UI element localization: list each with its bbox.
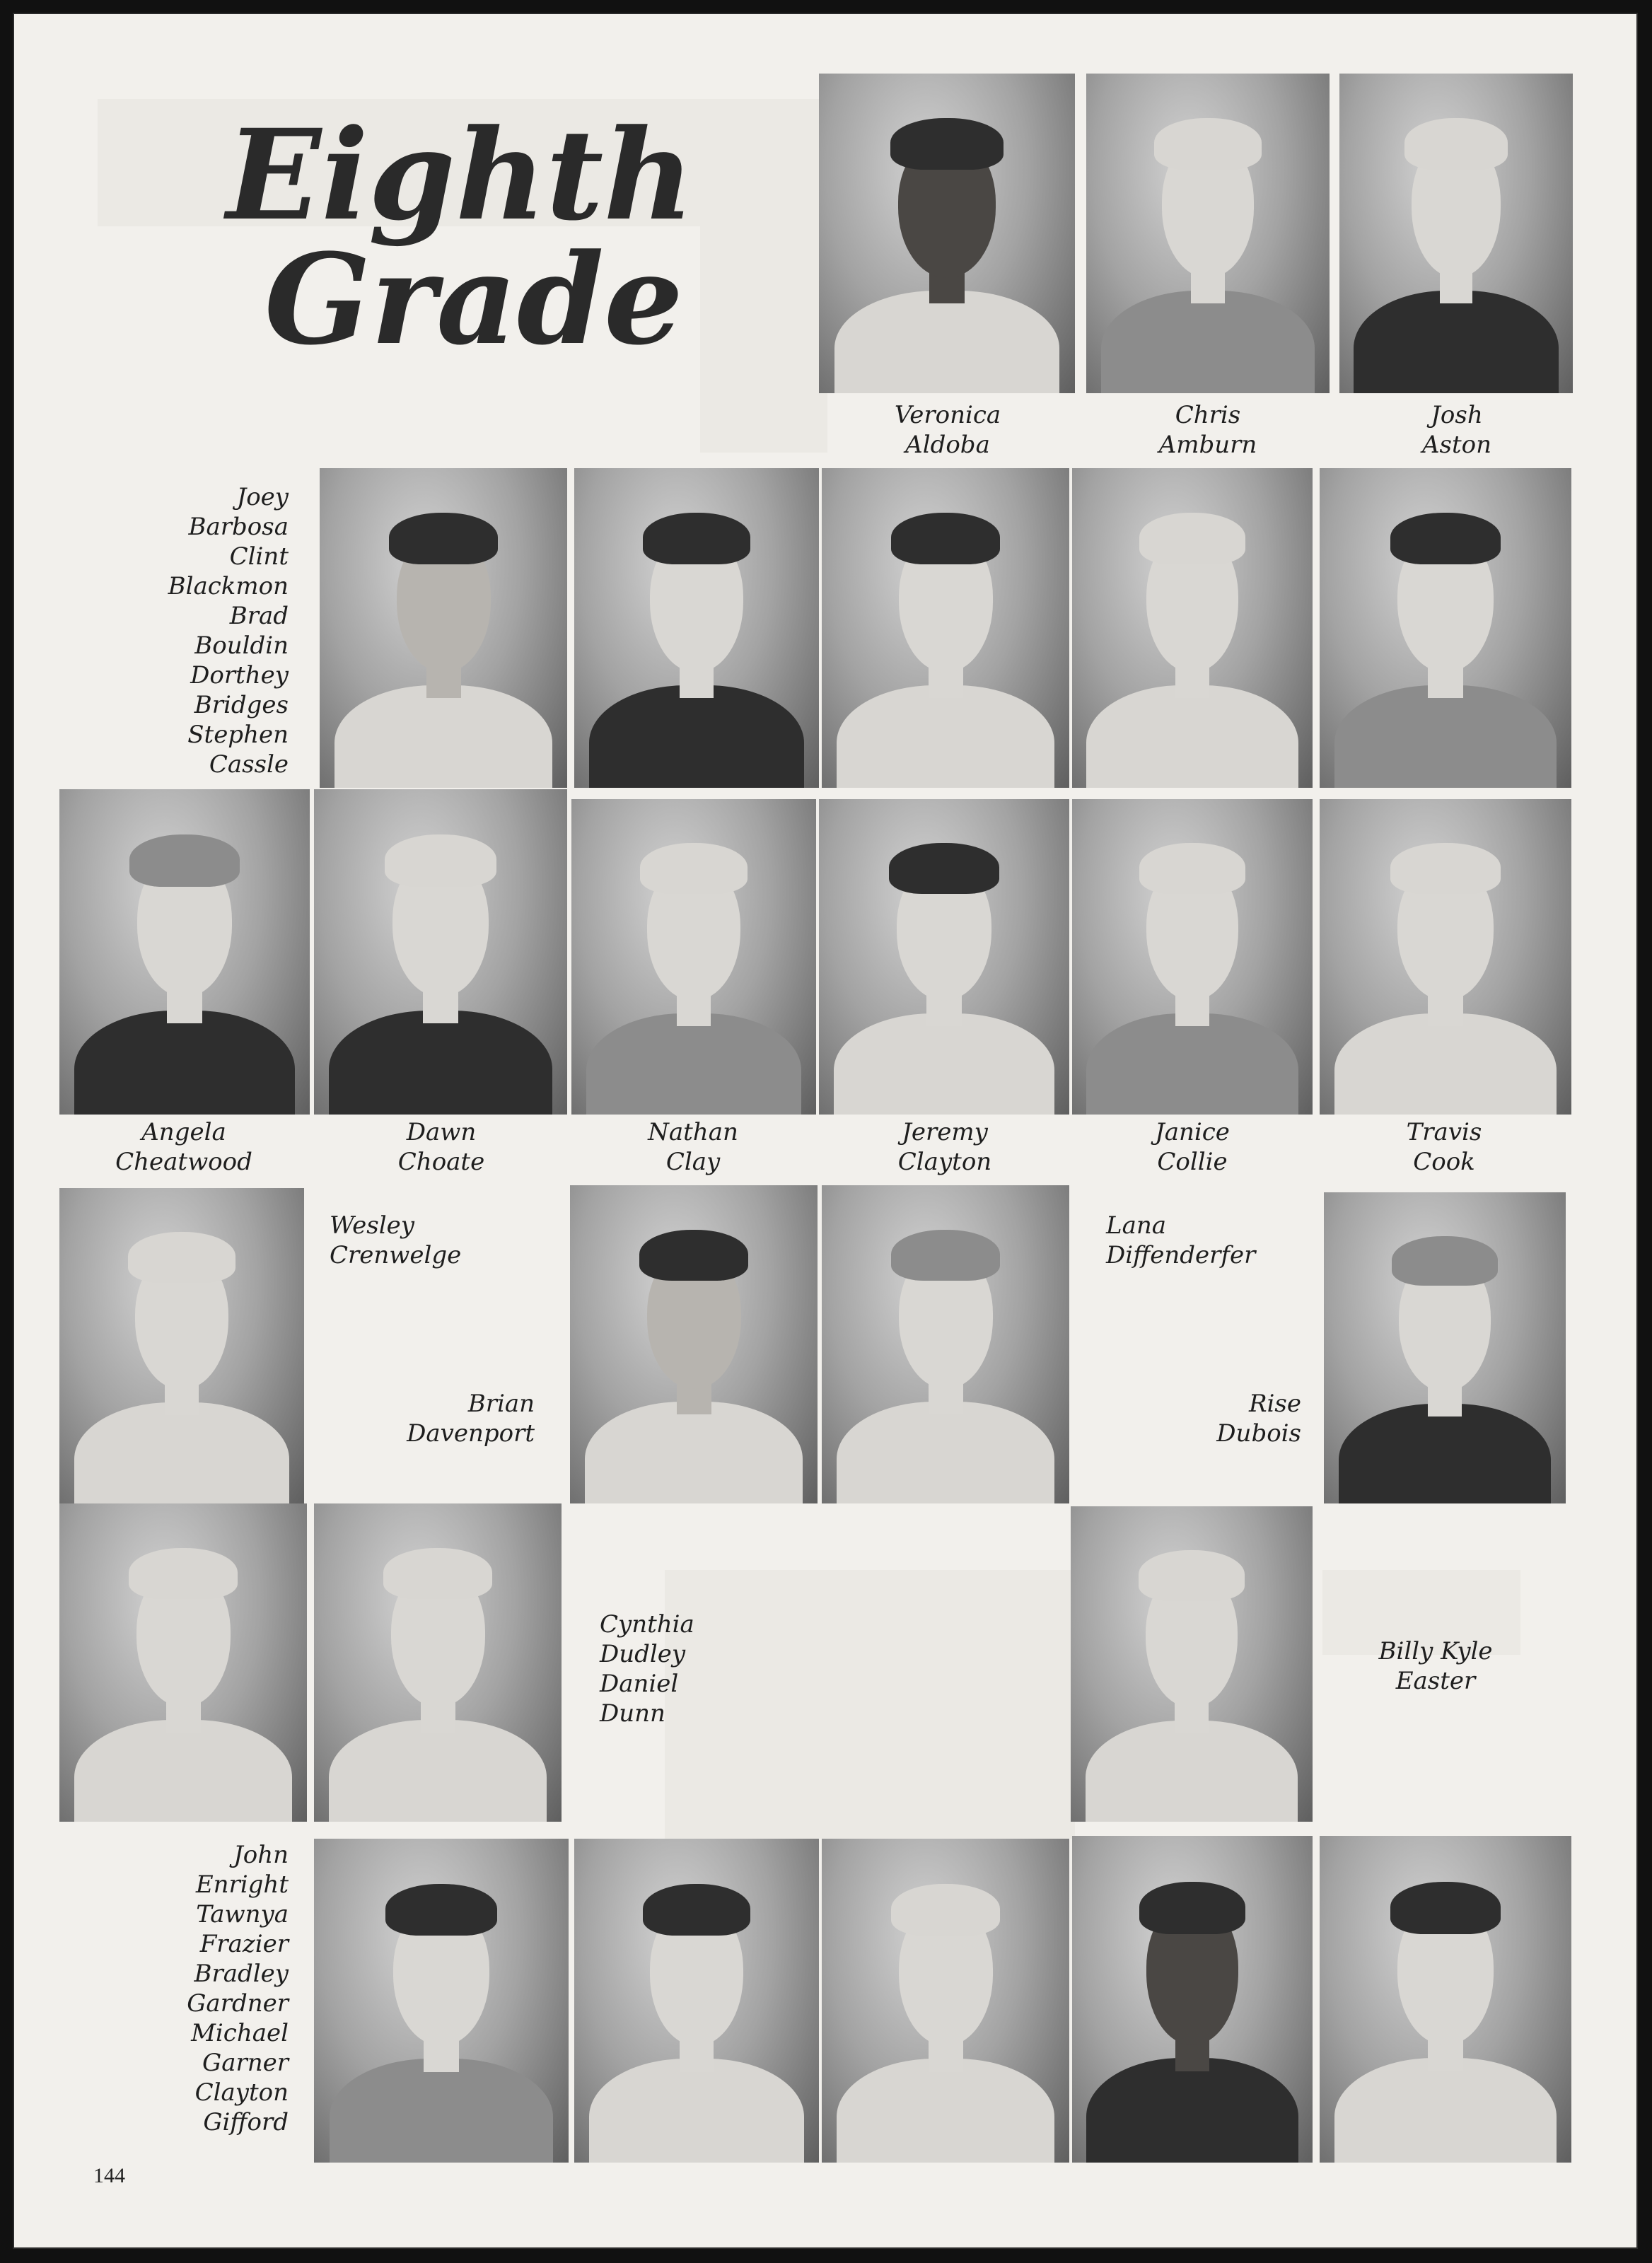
caption-lana-diffenderfer	[1106, 1211, 1318, 1270]
caption-angela-cheatwood	[85, 1117, 283, 1177]
portrait-shirt	[837, 2059, 1054, 2163]
portrait-chris-amburn	[1086, 74, 1330, 393]
last-name: Diffenderfer	[1106, 1241, 1256, 1269]
portrait-brian-davenport	[570, 1185, 818, 1503]
portrait-shirt	[837, 685, 1054, 788]
portrait-michael-garner	[1072, 1836, 1313, 2163]
name-line: John	[233, 1841, 289, 1869]
portrait-hair	[128, 1232, 235, 1282]
portrait-janice-collie	[1072, 799, 1313, 1115]
portrait-lana-diffenderfer	[822, 1185, 1069, 1503]
name-line: Garner	[202, 2049, 289, 2077]
portrait-hair	[889, 843, 999, 893]
last-name: Cheatwood	[115, 1148, 252, 1176]
caption-cynthia-daniel	[600, 1610, 784, 1728]
caption-rise-dubois	[1089, 1389, 1301, 1448]
portrait-shirt	[1086, 1013, 1298, 1115]
portrait-john-enright	[314, 1839, 569, 2163]
last-name: Aston	[1421, 431, 1492, 459]
portrait-shirt	[74, 1720, 292, 1822]
portrait-clint-blackmon	[574, 468, 819, 788]
portrait-shirt	[329, 1011, 552, 1115]
yearbook-page	[13, 13, 1638, 2249]
name-line: Bradley	[194, 1960, 289, 1988]
portrait-hair	[1390, 1882, 1501, 1934]
portrait-shirt	[1354, 291, 1559, 393]
portrait-shirt	[589, 2059, 804, 2163]
portrait-shirt	[834, 1013, 1054, 1115]
first-name: Dawn	[406, 1118, 477, 1146]
portrait-shirt	[1086, 1721, 1298, 1822]
portrait-hair	[1390, 513, 1501, 564]
name-line: Brad	[229, 602, 289, 630]
portrait-hair	[129, 1548, 238, 1599]
last-name: Clayton	[897, 1148, 992, 1176]
portrait-tawnya-frazier	[574, 1839, 819, 2163]
name-line: Barbosa	[188, 513, 289, 541]
portrait-hair	[1390, 843, 1501, 893]
portrait-hair	[640, 843, 748, 893]
name-line: Dudley	[600, 1640, 686, 1668]
last-name: Aldoba	[905, 431, 990, 459]
portrait-dawn-choate	[314, 789, 567, 1115]
caption-wesley-crenwelge	[330, 1211, 542, 1270]
name-line: Joey	[236, 483, 289, 511]
portrait-hair	[129, 834, 240, 887]
name-line: Tawnya	[196, 1900, 289, 1929]
portrait-shirt	[1334, 1013, 1556, 1115]
portrait-hair	[385, 834, 496, 887]
portrait-shirt	[586, 1013, 801, 1115]
portrait-nathan-clay	[571, 799, 816, 1115]
caption-list-row-6	[99, 1840, 289, 2137]
portrait-shirt	[74, 1011, 295, 1115]
portrait-shirt	[74, 1402, 289, 1503]
portrait-hair	[1154, 118, 1261, 169]
portrait-hair	[1139, 1882, 1245, 1934]
last-name: Dubois	[1216, 1419, 1301, 1448]
name-line: Michael	[191, 2019, 289, 2047]
title-line-1: Eighth	[226, 102, 694, 248]
portrait-hair	[639, 1230, 748, 1281]
portrait-bradley-gardner	[822, 1839, 1069, 2163]
caption-chris-amburn	[1109, 400, 1307, 460]
first-name: Nathan	[648, 1118, 738, 1146]
name-line: Enright	[195, 1871, 289, 1899]
first-name: Billy Kyle	[1378, 1637, 1493, 1665]
portrait-veronica-aldoba	[819, 74, 1075, 393]
page-title	[226, 102, 694, 373]
portrait-hair	[1139, 1550, 1245, 1600]
caption-list-row-2	[99, 482, 289, 779]
portrait-shirt	[1086, 2058, 1298, 2163]
first-name: Josh	[1431, 401, 1483, 429]
caption-veronica-aldoba	[849, 400, 1047, 460]
last-name: Cook	[1413, 1148, 1475, 1176]
portrait-shirt	[834, 291, 1060, 393]
first-name: Jeremy	[902, 1118, 988, 1146]
portrait-hair	[891, 1230, 1000, 1281]
portrait-hair	[1404, 118, 1507, 169]
portrait-hair	[1139, 843, 1245, 893]
name-line: Frazier	[199, 1930, 289, 1958]
name-line: Cynthia	[600, 1610, 694, 1639]
portrait-hair	[891, 513, 1000, 564]
name-line: Blackmon	[168, 572, 289, 600]
portrait-dorthey-bridges	[1072, 468, 1313, 788]
caption-travis-cook	[1345, 1117, 1543, 1177]
caption-billy-kyle-easter	[1351, 1636, 1520, 1696]
last-name: Amburn	[1158, 431, 1257, 459]
portrait-josh-aston	[1339, 74, 1573, 393]
name-line: Cassle	[209, 750, 289, 779]
portrait-shirt	[329, 1720, 547, 1822]
portrait-billy-kyle-easter	[1071, 1506, 1313, 1822]
portrait-hair	[643, 1884, 750, 1936]
first-name: Brian	[467, 1390, 535, 1418]
last-name: Collie	[1157, 1148, 1228, 1176]
portrait-stephen-cassle	[1320, 468, 1571, 788]
portrait-shirt	[1101, 291, 1315, 393]
caption-brian-davenport	[318, 1389, 535, 1448]
portrait-wesley-crenwelge	[59, 1188, 304, 1503]
caption-josh-aston	[1358, 400, 1556, 460]
portrait-cynthia-dudley	[59, 1503, 307, 1822]
last-name: Crenwelge	[330, 1241, 462, 1269]
last-name: Choate	[397, 1148, 485, 1176]
first-name: Travis	[1406, 1118, 1482, 1146]
portrait-shirt	[837, 1402, 1054, 1503]
last-name: Davenport	[407, 1419, 535, 1448]
last-name: Easter	[1395, 1667, 1476, 1695]
name-line: Gardner	[187, 1989, 289, 2018]
caption-nathan-clay	[594, 1117, 792, 1177]
portrait-brad-bouldin	[822, 468, 1069, 788]
portrait-hair	[1392, 1236, 1498, 1286]
portrait-jeremy-clayton	[819, 799, 1069, 1115]
name-line: Clayton	[194, 2078, 289, 2107]
first-name: Veronica	[894, 401, 1001, 429]
portrait-hair	[1139, 513, 1245, 564]
title-line-2: Grade	[264, 226, 684, 373]
portrait-joey-barbosa	[320, 468, 567, 788]
name-line: Bouldin	[194, 632, 289, 660]
portrait-daniel-dunn	[314, 1503, 562, 1822]
first-name: Rise	[1248, 1390, 1301, 1418]
name-line: Daniel	[600, 1670, 679, 1698]
portrait-hair	[389, 513, 498, 564]
first-name: Janice	[1155, 1118, 1230, 1146]
portrait-hair	[643, 513, 750, 564]
portrait-angela-cheatwood	[59, 789, 310, 1115]
portrait-hair	[385, 1884, 497, 1936]
portrait-shirt	[1334, 685, 1556, 788]
portrait-clayton-gifford	[1320, 1836, 1571, 2163]
portrait-hair	[891, 1884, 1000, 1936]
portrait-hair	[890, 118, 1003, 169]
portrait-shirt	[1339, 1404, 1552, 1503]
last-name: Clay	[665, 1148, 721, 1176]
name-line: Gifford	[203, 2108, 289, 2136]
caption-dawn-choate	[342, 1117, 540, 1177]
portrait-shirt	[335, 685, 552, 788]
portrait-travis-cook	[1320, 799, 1571, 1115]
name-line: Dunn	[600, 1699, 665, 1728]
portrait-shirt	[330, 2059, 554, 2163]
page-number: 144	[93, 2164, 125, 2187]
name-line: Stephen	[187, 721, 289, 749]
portrait-shirt	[585, 1402, 803, 1503]
portrait-shirt	[589, 685, 804, 788]
first-name: Wesley	[330, 1211, 414, 1240]
name-line: Dorthey	[190, 661, 289, 690]
caption-janice-collie	[1093, 1117, 1291, 1177]
portrait-hair	[383, 1548, 492, 1599]
first-name: Chris	[1175, 401, 1241, 429]
portrait-shirt	[1334, 2058, 1556, 2163]
name-line: Clint	[229, 542, 289, 571]
portrait-shirt	[1086, 685, 1298, 788]
first-name: Angela	[141, 1118, 226, 1146]
name-line: Bridges	[194, 691, 289, 719]
caption-jeremy-clayton	[846, 1117, 1044, 1177]
first-name: Lana	[1106, 1211, 1167, 1240]
portrait-rise-dubois	[1324, 1192, 1566, 1503]
